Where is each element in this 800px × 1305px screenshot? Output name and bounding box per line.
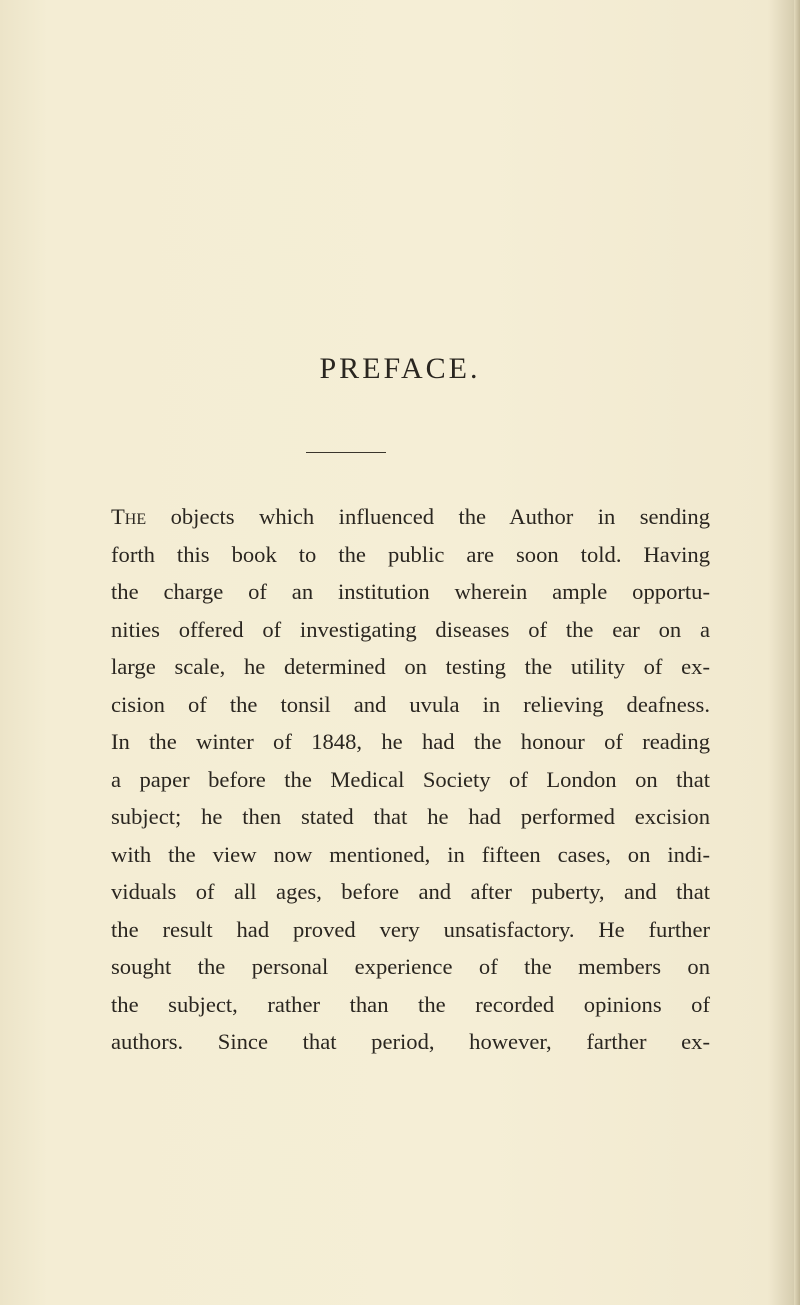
text-line: sought the personal experience of the members on bbox=[111, 954, 710, 979]
text-line: viduals of all ages, before and after puberty, and that bbox=[111, 879, 710, 904]
text-line: large scale, he determined on testing the utility of ex- bbox=[111, 654, 710, 679]
heading-divider bbox=[306, 452, 386, 453]
preface-heading: PREFACE. bbox=[319, 352, 481, 385]
text-line: The objects which influenced the Author in sending bbox=[111, 504, 710, 529]
preface-body bbox=[111, 498, 710, 1061]
text-line: the result had proved very unsatisfactory. He further bbox=[111, 916, 710, 942]
text-line: the charge of an institution wherein ample opportu- bbox=[111, 579, 710, 604]
text-line: forth this book to the public are soon told. Having bbox=[111, 541, 710, 567]
text-line: subject; he then stated that he had performed excision bbox=[111, 804, 710, 829]
text-line: the subject, rather than the recorded opinions of bbox=[111, 991, 710, 1017]
text-line: In the winter of 1848, he had the honour of reading bbox=[111, 729, 710, 754]
page-edge bbox=[794, 0, 800, 1305]
text-line: cision of the tonsil and uvula in relieving deafness. bbox=[111, 691, 710, 717]
text-line: authors. Since that period, however, farther ex- bbox=[111, 1029, 710, 1054]
text-line: nities offered of investigating diseases of the ear on a bbox=[111, 616, 710, 642]
text-line: with the view now mentioned, in fifteen cases, on indi- bbox=[111, 841, 710, 867]
text-line: a paper before the Medical Society of London on that bbox=[111, 766, 710, 792]
opening-word: The bbox=[111, 504, 147, 529]
